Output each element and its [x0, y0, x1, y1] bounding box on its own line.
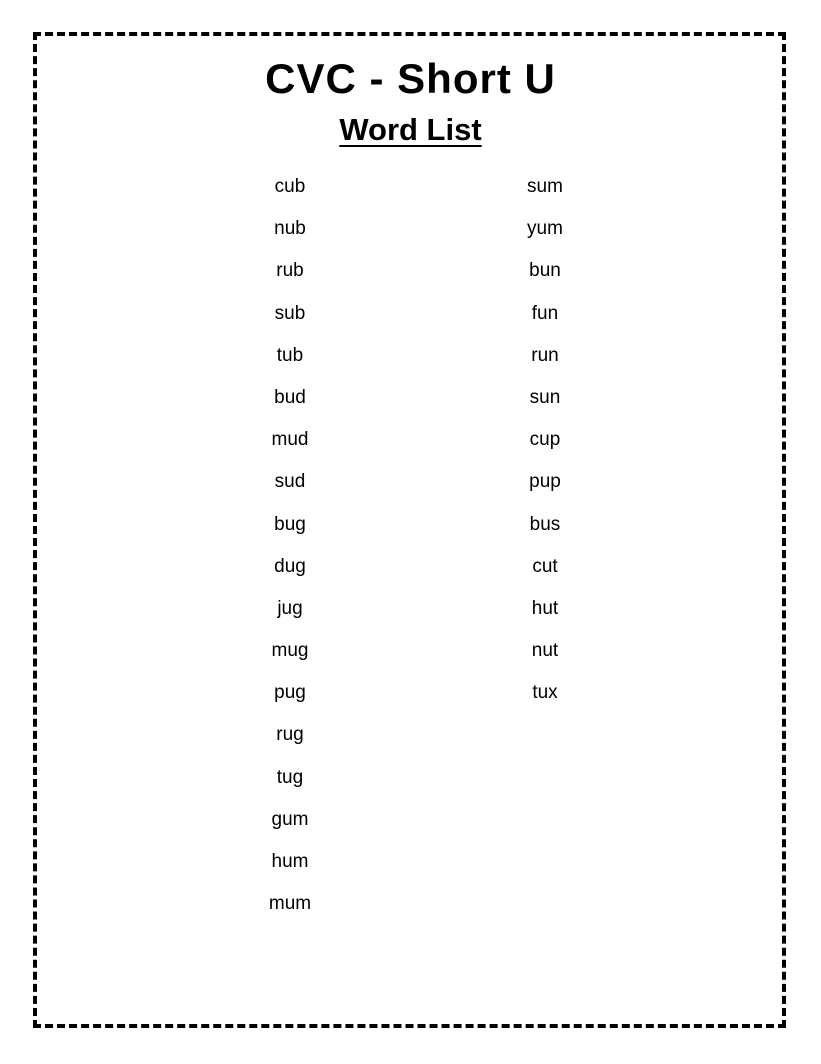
- word-list-item: bug: [274, 513, 306, 535]
- word-list-item: mug: [271, 640, 309, 662]
- word-list-item: run: [531, 344, 559, 366]
- word-list-item: fun: [531, 302, 559, 324]
- word-list-item: pug: [274, 682, 306, 704]
- word-list-item: bud: [274, 386, 306, 408]
- word-list-item: sud: [274, 471, 306, 493]
- word-list-item: tug: [276, 766, 304, 788]
- word-list-item: bus: [529, 513, 561, 535]
- word-list-item: nut: [531, 640, 559, 662]
- word-column-left: [230, 172, 350, 931]
- word-list-item: mum: [268, 893, 312, 915]
- word-list-item: yum: [527, 218, 563, 240]
- word-list-item: nub: [274, 218, 306, 240]
- word-list-item: hut: [531, 597, 559, 619]
- word-list-item: sum: [527, 176, 563, 197]
- word-list-item: sub: [274, 302, 306, 324]
- word-list-item: gum: [271, 808, 309, 830]
- page-title: CVC - Short U: [265, 55, 556, 102]
- word-list-heading-text: Word List: [339, 112, 482, 147]
- word-list-item: dug: [274, 555, 306, 577]
- word-list-item: jug: [277, 597, 303, 619]
- word-list-item: pup: [529, 471, 561, 493]
- word-list-item: sun: [529, 386, 561, 408]
- word-list-item: mud: [271, 429, 309, 451]
- word-column-right: [485, 172, 605, 720]
- word-list-item: rub: [276, 260, 304, 282]
- word-list-item: tub: [276, 344, 304, 366]
- word-list-item: rug: [276, 724, 304, 746]
- word-list-item: tux: [532, 682, 558, 704]
- word-list-heading: [0, 112, 821, 148]
- dashed-page-border: [33, 32, 786, 1028]
- word-list-item: cut: [532, 555, 558, 577]
- word-list-item: cup: [529, 429, 561, 451]
- word-list-item: cub: [274, 176, 306, 197]
- word-list-item: hum: [271, 851, 309, 872]
- word-list-item: bun: [529, 260, 561, 282]
